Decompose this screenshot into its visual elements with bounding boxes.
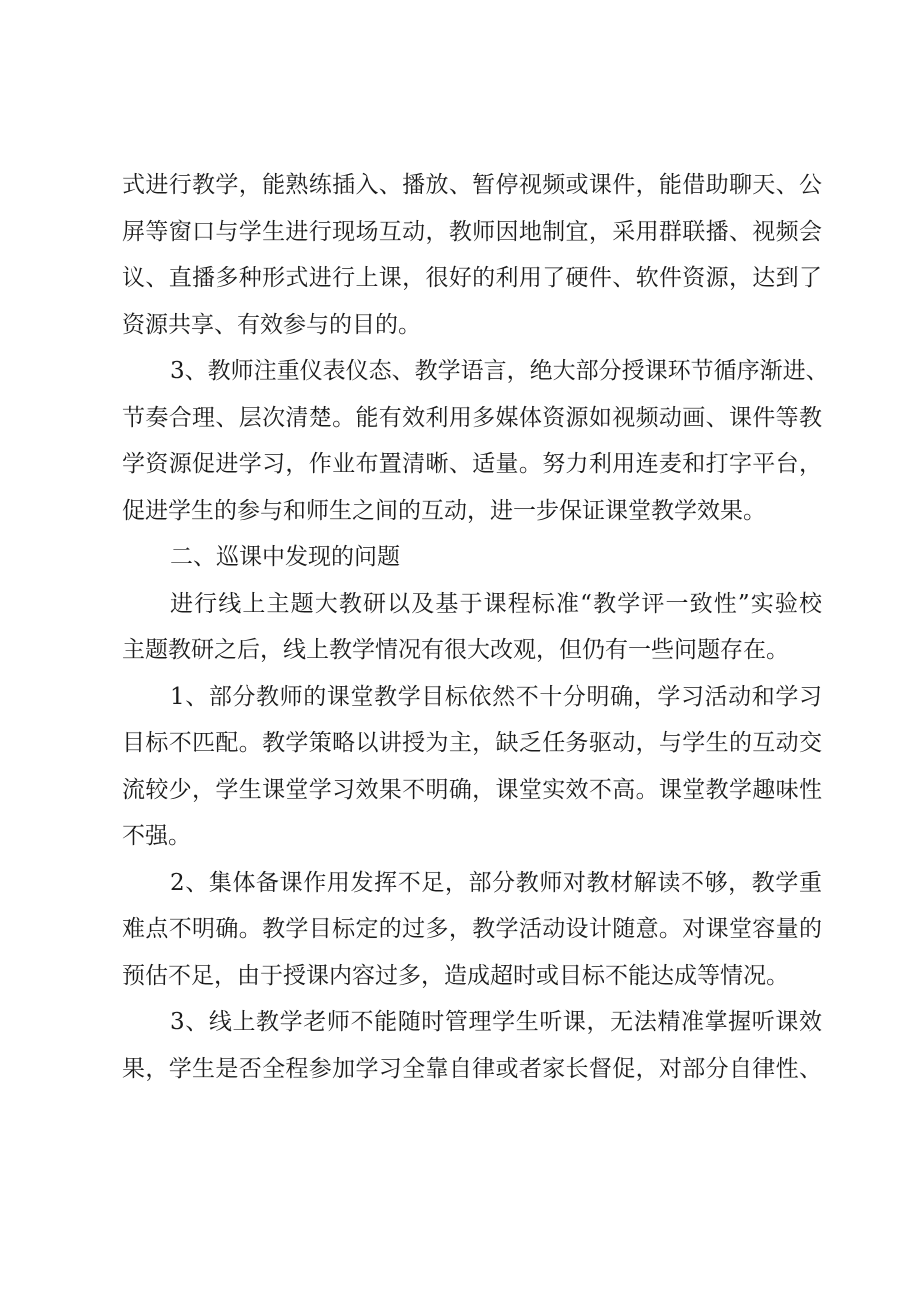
text-line: 难点不明确。教学目标定的过多，教学活动设计随意。对课堂容量的 <box>122 916 822 942</box>
text-line: 进行线上主题大教研以及基于课程标准“教学评一致性”实验校 <box>170 590 822 617</box>
text-line: 流较少，学生课堂学习效果不明确，课堂实效不高。课堂教学趣味性 <box>122 776 822 803</box>
text-line: 促进学生的参与和师生之间的互动，进一步保证课堂教学效果。 <box>122 497 766 524</box>
text-line: 议、直播多种形式进行上课，很好的利用了硬件、软件资源，达到了 <box>122 265 822 291</box>
text-line: 果，学生是否全程参加学习全靠自律或者家长督促，对部分自律性、 <box>122 1055 822 1082</box>
text-line: 目标不匹配。教学策略以讲授为主，缺乏任务驱动，与学生的互动交 <box>122 730 822 756</box>
text-line: 2、集体备课作用发挥不足，部分教师对教材解读不够，教学重 <box>170 869 822 896</box>
text-line: 资源共享、有效参与的目的。 <box>122 311 421 338</box>
text-line: 3、线上教学老师不能随时管理学生听课，无法精准掌握听课效 <box>170 1009 822 1035</box>
text-line: 学资源促进学习，作业布置清晰、适量。努力利用连麦和打字平台， <box>122 451 822 477</box>
text-line: 主题教研之后，线上教学情况有很大改观，但仍有一些问题存在。 <box>122 637 789 663</box>
text-line: 屏等窗口与学生进行现场互动，教师因地制宜，采用群联播、视频会 <box>122 218 822 245</box>
text-line: 1、部分教师的课堂教学目标依然不十分明确，学习活动和学习 <box>170 683 822 710</box>
text-line: 预估不足，由于授课内容过多，造成超时或目标不能达成等情况。 <box>122 962 789 989</box>
text-line: 节奏合理、层次清楚。能有效利用多媒体资源如视频动画、课件等教 <box>122 404 822 431</box>
text-line: 式进行教学，能熟练插入、播放、暂停视频或课件，能借助聊天、公 <box>122 172 822 198</box>
text-line: 二、巡课中发现的问题 <box>170 544 400 570</box>
text-line: 不强。 <box>122 823 191 849</box>
document-body <box>122 162 829 1092</box>
text-line: 3、教师注重仪表仪态、教学语言，绝大部分授课环节循序渐进、 <box>170 358 829 384</box>
